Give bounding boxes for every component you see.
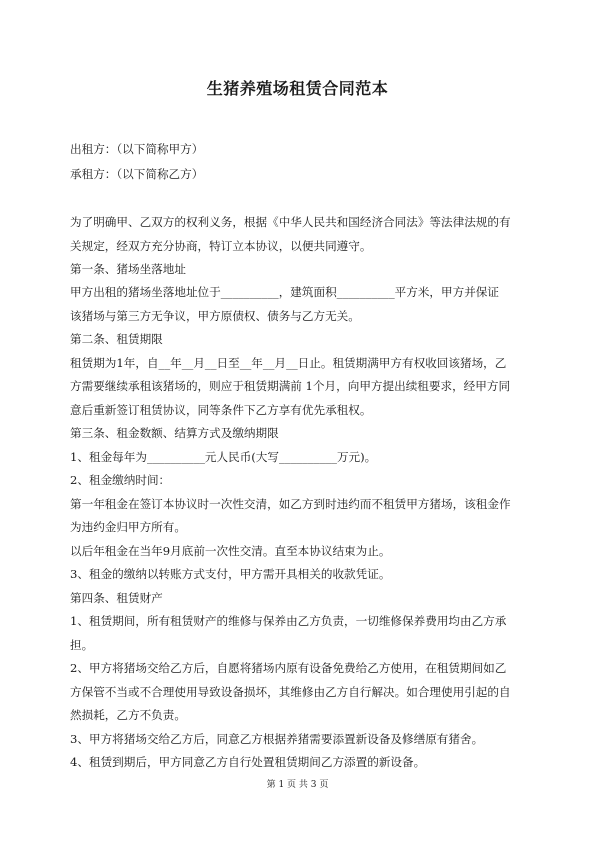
paragraph-line: 3、租金的缴纳以转账方式支付，甲方需开具相关的收款凭证。	[70, 567, 391, 582]
paragraph-line: 租赁期为1年，自__年__月__日至__年__月__日止。租赁期满甲方有权收回该猪场，乙	[70, 355, 507, 370]
paragraph-line: 该猪场与第三方无争议，甲方原债权、债务与乙方无关。	[70, 308, 360, 323]
paragraph-line: 2、租金缴纳时间：	[70, 473, 171, 488]
section-heading: 第一条、猪场坐落地址	[70, 262, 186, 276]
page-number: 第 1 页 共 3 页	[266, 780, 329, 790]
paragraph-line: 1、租金每年为__________元人民币(大写__________万元)。	[70, 449, 377, 464]
paragraph-line: 方需要继续承租该猪场的，则应于租赁期满前 1个月，向甲方提出续租要求，经甲方同	[70, 379, 511, 394]
paragraph-line: 甲方出租的猪场坐落地址位于__________，建筑面积__________平方米，甲方并保证	[70, 285, 499, 300]
lessor-line: 出租方：（以下简称甲方）	[70, 142, 204, 156]
paragraph-line: 1、租赁期间，所有租赁财产的维修与保养由乙方负责，一切维修保养费用均由乙方承	[70, 614, 507, 629]
paragraph-line: 关规定，经双方充分协商，特订立本协议，以便共同遵守。	[70, 238, 372, 253]
paragraph-line: 为了明确甲、乙双方的权利义务，根据《中华人民共和国经济合同法》等法律法规的有	[70, 215, 511, 229]
paragraph-line: 3、甲方将猪场交给乙方后，同意乙方根据养猪需要添置新设备及修缮原有猪舍。	[70, 731, 484, 746]
section-heading: 第二条、租赁期限	[70, 332, 163, 347]
section-heading: 第三条、租金数额、结算方式及缴纳期限	[70, 426, 279, 441]
paragraph-line: 方保管不当或不合理使用导致设备损坏，其维修由乙方自行解决。如合理使用引起的自	[70, 684, 511, 699]
paragraph-line: 担。	[70, 637, 94, 652]
paragraph-line: 4、租赁到期后，甲方同意乙方自行处置租赁期间乙方添置的新设备。	[70, 755, 426, 769]
paragraph-line: 以后年租金在当年9月底前一次性交清。直至本协议结束为止。	[70, 543, 391, 558]
section-heading: 第四条、租赁财产	[70, 590, 163, 605]
paragraph-line: 意后重新签订租赁协议，同等条件下乙方享有优先承租权。	[70, 402, 372, 417]
document-title: 生猪养殖场租赁合同范本	[206, 79, 389, 98]
paragraph-line: 第一年租金在签订本协议时一次性交清，如乙方到时违约而不租赁甲方猪场，该租金作	[70, 496, 511, 511]
paragraph-line: 2、甲方将猪场交给乙方后，自愿将猪场内原有设备免费给乙方使用，在租赁期间如乙	[70, 661, 507, 676]
paragraph-line: 然损耗，乙方不负责。	[70, 708, 186, 722]
lessee-line: 承租方：（以下简称乙方）	[70, 167, 204, 181]
paragraph-line: 为违约金归甲方所有。	[70, 520, 186, 535]
